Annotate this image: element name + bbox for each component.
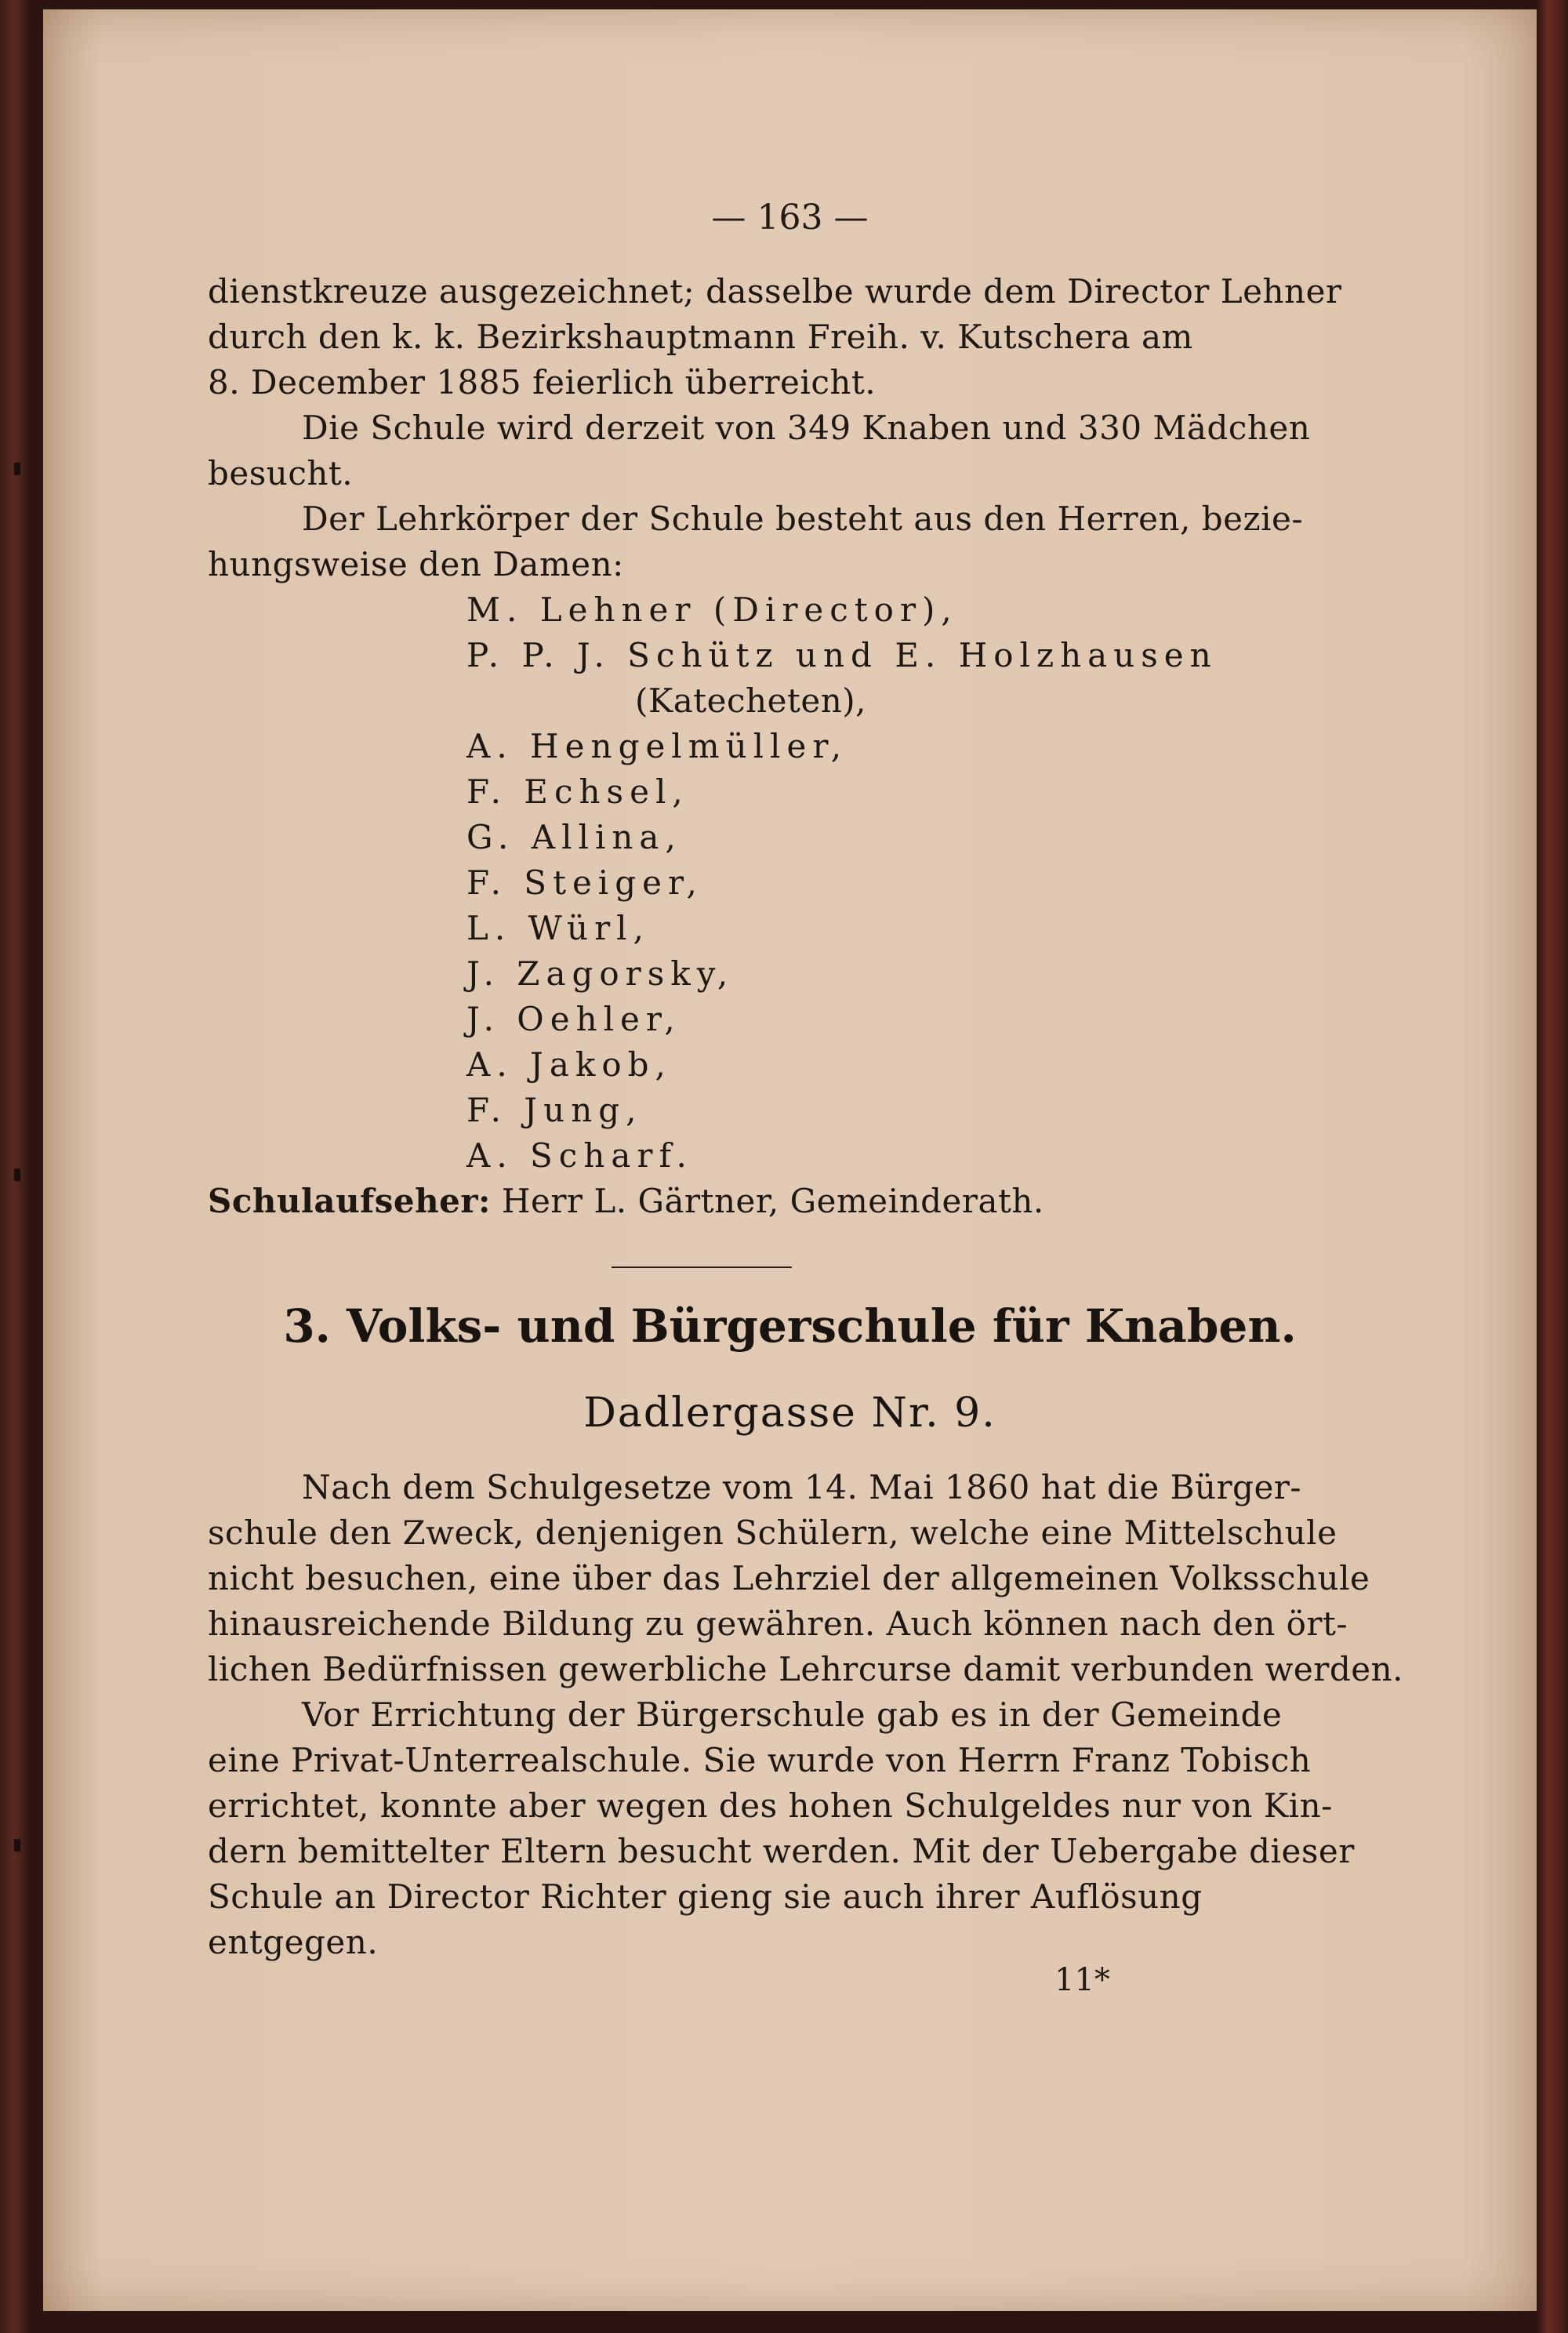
teacher-entry: G. Allina,	[466, 818, 682, 856]
signature-mark: 11*	[1054, 1962, 1110, 1998]
teacher-entry: J. Oehler,	[466, 1000, 681, 1038]
teacher-entry: (Katecheten),	[635, 681, 866, 720]
text-line: nicht besuchen, eine über das Lehrziel der allgemeinen Volksschule	[208, 1559, 1370, 1597]
binding-mark	[14, 463, 20, 475]
text-line: 8. December 1885 feierlich überreicht.	[208, 363, 877, 402]
teacher-entry: L. Würl,	[466, 909, 650, 947]
teacher-entry: M. Lehner (Director),	[466, 591, 958, 629]
text-line: entgegen.	[208, 1923, 379, 1961]
teacher-entry: A. Hengelmüller,	[466, 727, 848, 765]
text-line: lichen Bedürfnissen gewerbliche Lehrcurse damit verbunden werden.	[208, 1650, 1403, 1688]
section-divider	[612, 1266, 792, 1268]
page-number: — 163 —	[711, 198, 869, 238]
text-line: schule den Zweck, denjenigen Schülern, welche eine Mittelschule	[208, 1514, 1338, 1552]
text-line: besucht.	[208, 454, 354, 492]
book-page	[43, 9, 1537, 2311]
teacher-entry: F. Echsel,	[466, 772, 689, 811]
teacher-entry: J. Zagorsky,	[466, 954, 735, 993]
text-line: Schule an Director Richter gieng sie auch ihrer Auflösung	[208, 1877, 1203, 1916]
supervisor-text: Herr L. Gärtner, Gemeinderath.	[501, 1182, 1044, 1220]
text-line: eine Privat-Unterrealschule. Sie wurde von Herrn Franz Tobisch	[208, 1741, 1312, 1779]
text-line: Die Schule wird derzeit von 349 Knaben und 330 Mädchen	[302, 409, 1311, 447]
text-line: dern bemittelter Eltern besucht werden. Mit der Uebergabe dieser	[208, 1832, 1355, 1870]
binding-mark	[14, 1839, 20, 1852]
teacher-entry: P. P. J. Schütz und E. Holzhausen	[466, 636, 1218, 674]
text-line: Der Lehrkörper der Schule besteht aus den Herren, bezie-	[302, 500, 1304, 538]
teacher-entry: A. Jakob,	[466, 1045, 672, 1084]
section-heading: 3. Volks- und Bürgerschule für Knaben.	[283, 1299, 1297, 1353]
teacher-entry: F. Jung,	[466, 1091, 643, 1129]
text-line: errichtet, konnte aber wegen des hohen Schulgeldes nur von Kin-	[208, 1786, 1333, 1825]
teacher-entry: F. Steiger,	[466, 863, 703, 902]
text-line: dienstkreuze ausgezeichnet; dasselbe wurde dem Director Lehner	[208, 272, 1342, 311]
text-line: Nach dem Schulgesetze vom 14. Mai 1860 hat die Bürger-	[302, 1468, 1302, 1506]
text-line: hinausreichende Bildung zu gewähren. Auch können nach den ört-	[208, 1604, 1348, 1643]
text-line: Vor Errichtung der Bürgerschule gab es in der Gemeinde	[302, 1695, 1283, 1734]
section-subheading: Dadlergasse Nr. 9.	[583, 1390, 996, 1437]
text-line: hungsweise den Damen:	[208, 545, 624, 583]
supervisor-label: Schulaufseher:	[208, 1182, 492, 1220]
supervisor-line	[208, 1182, 1044, 1220]
teacher-entry: A. Scharf.	[466, 1136, 693, 1175]
binding-mark	[14, 1168, 20, 1181]
text-line: durch den k. k. Bezirkshauptmann Freih. v. Kutschera am	[208, 318, 1193, 356]
